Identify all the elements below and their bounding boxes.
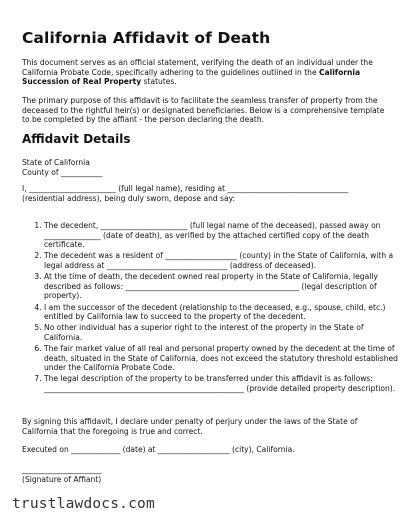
signature-line: _____________________ — [22, 465, 102, 474]
statement-item: 4. I am the successor of the decedent (relationship to the deceased, e.g., spouse, child, etc.) entitled by California law to succeed to the property of the decedent. — [44, 303, 404, 322]
intro-text-after: statutes. — [141, 77, 177, 87]
section-heading: Affidavit Details — [22, 132, 131, 146]
statement-item: 1. The decedent, _______________________ (full legal name of the deceased), passed away on _______________ (date of death), as verified by the attached certified copy of the death certificate. — [44, 221, 404, 250]
affiant-intro: I, _______________________ (full legal name), residing at ________________________________ (residential address), being duly sworn, depose and say: — [22, 184, 349, 203]
intro-text-before: This document serves as an official statement, verifying the death of an individual under the California Probate Code, specifically adhering to the guidelines outlined in the — [22, 58, 373, 77]
document-title: California Affidavit of Death — [22, 29, 271, 47]
closing-block — [22, 417, 388, 436]
statement-item: 2. The decedent was a resident of ___________________ (county) in the State of California, with a legal address at ________________________________ (address of deceased). — [44, 251, 404, 270]
venue-county: County of ___________ — [22, 167, 103, 177]
statement-item: 6. The fair market value of all real and personal property owned by the decedent at the time of death, situated in the State of California, does not exceed the statutory threshold established under the California Probate Code. — [44, 344, 404, 373]
venue-block — [22, 158, 388, 177]
intro-paragraph-1 — [22, 58, 388, 87]
signature-label: (Signature of Affiant) — [22, 474, 102, 484]
statement-item: 3. At the time of death, the decedent owned real property in the State of California, legally described as follows: ______________________________________________ (legal description of property). — [44, 272, 404, 301]
affidavit-statements — [22, 221, 404, 395]
closing-statement: By signing this affidavit, I declare under penalty of perjury under the laws of the State of California that the foregoing is true and correct. — [22, 417, 358, 436]
execution-block — [22, 445, 388, 455]
intro-paragraph-2: The primary purpose of this affidavit is to facilitate the seamless transfer of property from the deceased to the rightful heir(s) or designated beneficiaries. Below is a comprehensive template to be completed by the affiant - the person declaring the death. — [22, 96, 385, 125]
statement-item: 5. No other individual has a superior right to the interest of the property in the State of California. — [44, 323, 404, 342]
statement-item: 7. The legal description of the property to be transferred under this affidavit is as follows: _____________________________________________________ (provide detailed property description). — [44, 374, 404, 393]
statute-name: California Succession of Real Property — [22, 67, 361, 87]
affiant-intro-block — [22, 184, 388, 203]
venue-state: State of California — [22, 158, 90, 167]
signature-block — [22, 465, 388, 484]
execution-line: Executed on _____________ (date) at ___________________ (city), California. — [22, 445, 295, 454]
footer-watermark: trustlawdocs.com — [12, 496, 155, 512]
